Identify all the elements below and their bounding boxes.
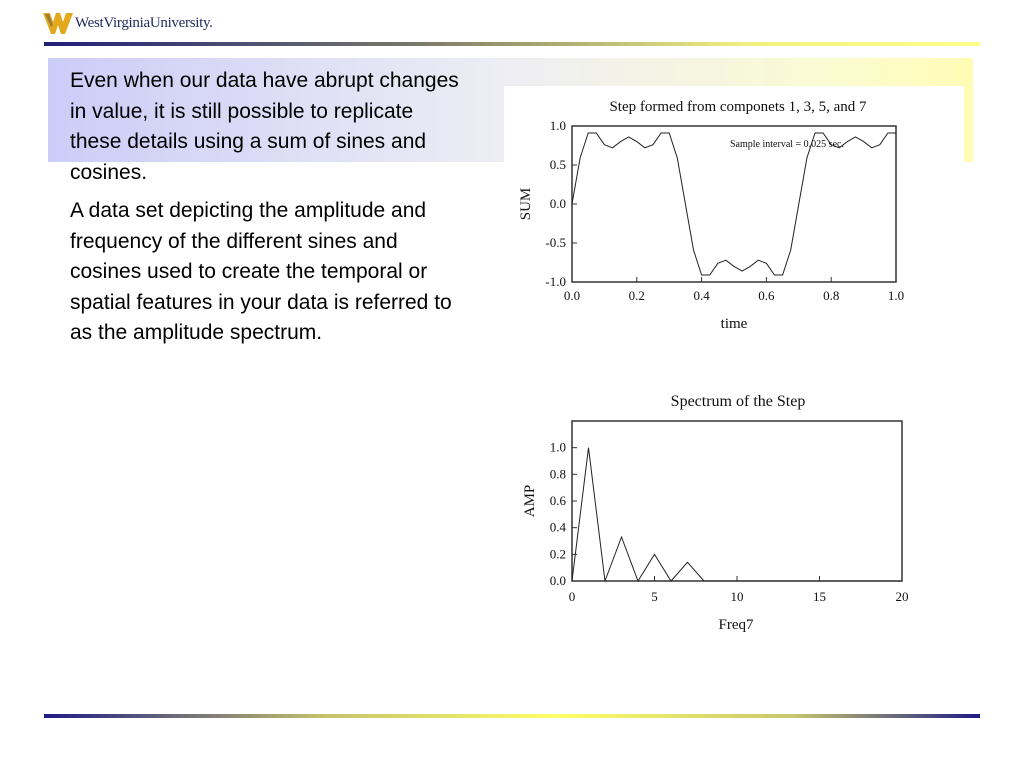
x-tick-label: 1.0 — [887, 288, 905, 303]
series-line — [572, 133, 896, 275]
chart-title: Spectrum of the Step — [670, 393, 806, 410]
paragraph-1: Even when our data have abrupt changes in value, it is still possible to replicate these details using a sum of sines and cosines. — [70, 69, 459, 184]
x-axis-label: Freq7 — [718, 617, 754, 633]
y-tick-label: 0.0 — [549, 196, 566, 211]
x-tick-label: 20 — [895, 589, 909, 604]
y-tick-label: 1.0 — [549, 118, 566, 133]
chart-title: Step formed from componets 1, 3, 5, and 7 — [609, 99, 867, 115]
paragraph-2: A data set depicting the amplitude and frequency of the different sines and cosines used to create the temporal or spatial features in your data is referred to as the amplitude spectrum. — [70, 199, 452, 344]
body-text — [70, 66, 470, 349]
wvu-logo-text: WestVirginiaUniversity. — [75, 14, 213, 31]
x-axis-label: time — [720, 316, 748, 332]
y-tick-label: 0.4 — [549, 519, 566, 535]
step-chart — [518, 99, 904, 332]
plot-frame — [572, 421, 902, 581]
x-tick-label: 10 — [730, 589, 744, 604]
wvu-flying-wv-icon — [43, 10, 73, 36]
x-axis-ticks — [564, 277, 904, 303]
y-tick-label: 0.6 — [549, 493, 566, 508]
x-tick-label: 0 — [568, 589, 576, 604]
wvu-logo — [43, 8, 213, 38]
y-tick-label: 0.0 — [549, 573, 566, 588]
y-tick-label: -1.0 — [545, 274, 566, 289]
x-tick-label: 5 — [651, 589, 658, 604]
x-axis-ticks — [569, 576, 909, 604]
series-line — [572, 448, 902, 581]
y-tick-label: 1.0 — [549, 439, 566, 455]
y-tick-label: -0.5 — [545, 235, 566, 250]
footer-rule — [44, 714, 980, 718]
y-axis-label: SUM — [518, 187, 534, 221]
spectrum-chart — [522, 393, 909, 633]
y-tick-label: 0.8 — [549, 466, 566, 482]
figure-svg — [504, 86, 964, 656]
y-axis-label: AMP — [522, 484, 538, 518]
x-tick-label: 0.2 — [628, 288, 645, 303]
x-tick-label: 0.6 — [758, 288, 775, 303]
x-tick-label: 15 — [813, 589, 826, 604]
sample-interval-annotation: Sample interval = 0.025 sec. — [730, 139, 844, 150]
y-tick-label: 0.5 — [549, 157, 566, 172]
y-axis-ticks — [550, 440, 577, 588]
x-tick-label: 0.0 — [563, 288, 581, 303]
y-tick-label: 0.2 — [549, 546, 566, 562]
x-tick-label: 0.4 — [693, 288, 710, 303]
x-tick-label: 0.8 — [823, 288, 840, 303]
header-rule — [44, 42, 980, 46]
figure-panel — [504, 86, 964, 656]
